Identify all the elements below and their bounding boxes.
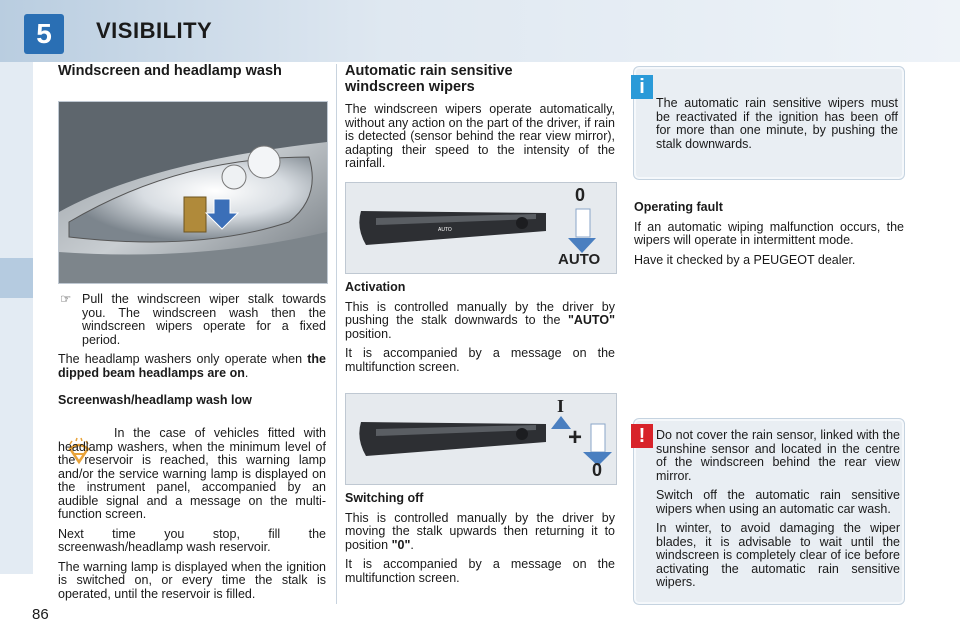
zero-keyword: "0" [391,537,411,552]
warning-text-2: Switch off the automatic rain sensitive wipers when using an automatic car wash. [656,488,900,516]
activation-heading: Activation [345,280,406,294]
column-divider [336,64,337,604]
switching-off-paragraph [345,512,615,553]
plus-label: + [568,424,583,451]
info-icon: i [631,75,653,99]
stalk-image-switch-off [345,393,617,485]
side-band [0,62,33,574]
position-0-label-2: 0 [592,460,603,480]
headlamp-text: The headlamp washers only operate when [58,352,303,366]
subheading-wash-low: Screenwash/headlamp wash low [58,393,252,407]
bullet-text: Pull the windscreen wiper stalk towards you. The windscreen wash then the windscreen wipers operate for a fixed period. [82,292,326,347]
headlamp-text-end: . [244,365,249,380]
switching-off-heading: Switching off [345,491,424,505]
rain-sensor-heading: Automatic rain sensitive windscreen wipers [345,63,513,95]
info-box [633,66,905,180]
operating-fault-heading: Operating fault [634,200,723,214]
switching-off-message: It is accompanied by a message on the multifunction screen. [345,557,615,585]
chapter-tab [0,258,33,298]
activation-message: It is accompanied by a message on the multifunction screen. [345,346,615,374]
headlamp-photo [58,101,328,284]
page-number: 86 [32,606,49,623]
headlamp-text-bold: the dipped beam headlamps are on [58,352,326,380]
auto-keyword: "AUTO" [567,313,615,327]
activation-text-end: position. [345,326,392,341]
bullet-item [58,293,326,347]
auto-position-label: AUTO [558,251,601,268]
page-title: VISIBILITY [96,18,213,43]
headlamp-paragraph [58,353,326,380]
stalk-image-auto [345,182,617,274]
hand-pointer-icon: ☞ [60,292,72,306]
left-column [58,63,326,79]
switching-text-end: . [410,537,414,552]
chapter-number: 5 [24,14,64,54]
warning-text-1: Do not cover the rain sensor, linked with the sunshine sensor and located in the centre of the windscreen behind the rear view mirror. [656,428,900,483]
page-header [0,0,960,62]
refill-paragraph: Next time you stop, fill the screenwash/headlamp wash reservoir. [58,526,326,554]
rain-sensor-intro: The windscreen wipers operate automatically, without any action on the part of the driver, if rain is detected (sensor behind the rear view mirror), adapting their speed to the intensity of the rainfall. [345,102,615,170]
warning-box [633,418,905,605]
middle-column [345,63,615,177]
warning-text-3: In winter, to avoid damaging the wiper blades, it is advisable to wait until the windscreen is completely clear of ice before activating the automatic rain sensitive wipers. [656,521,900,589]
switching-text: This is controlled manually by the driver by moving the stalk upwards then returning it to position [345,510,615,552]
operating-fault-text: If an automatic wiping malfunction occurs, the wipers will operate in intermittent mode. [634,219,904,247]
warning-lamp-paragraph: In the case of vehicles fitted with headlamp washers, when the minimum level of the reservoir is reached, this warning lamp and/or the service warning lamp is displayed on the instrument panel, accompanied by an audible signal and a message on the multi-function screen. [58,426,326,521]
info-text: The automatic rain sensitive wipers must be reactivated if the ignition has been off for more than one minute, by pushing the stalk downwards. [656,96,898,151]
section-heading: Windscreen and headlamp wash [58,63,282,79]
lamp-display-paragraph: The warning lamp is displayed when the ignition is switched on, or every time the stalk is operated, until the reservoir is filled. [58,559,326,601]
activation-paragraph [345,301,615,342]
activation-text: This is controlled manually by the driver by pushing the stalk downwards to the [345,299,615,327]
svg-text:AUTO: AUTO [438,227,452,233]
dealer-check-text: Have it checked by a PEUGEOT dealer. [634,252,856,267]
position-0-label: 0 [575,185,586,205]
position-i-label: I [557,396,565,416]
warning-icon: ! [631,424,653,448]
